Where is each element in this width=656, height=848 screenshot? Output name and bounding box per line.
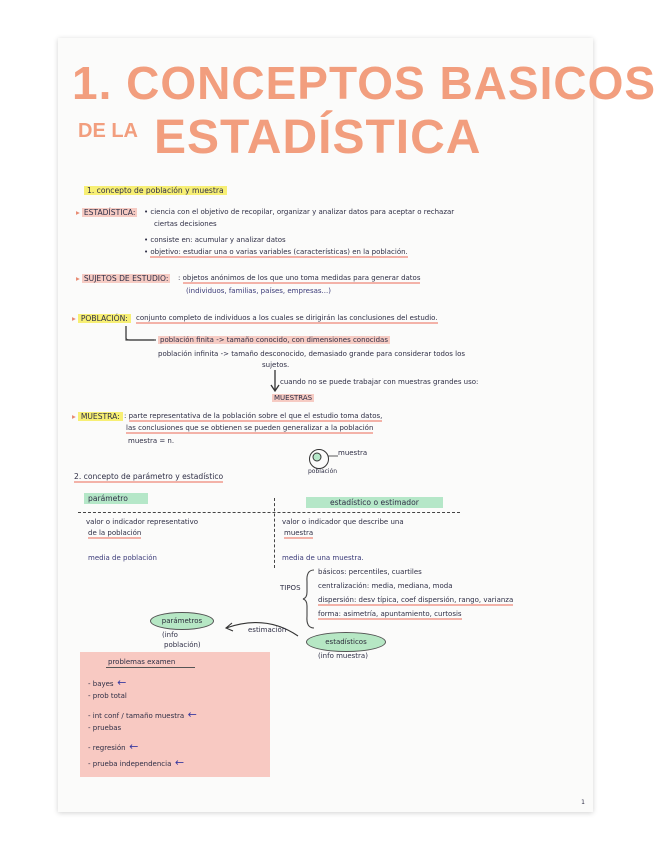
title-line1: 1. CONCEPTOS BASICOS xyxy=(72,57,656,109)
parametro-line2: de la población xyxy=(88,529,142,537)
sujetos-label: ▸ SUJETOS DE ESTUDIO: xyxy=(76,274,169,283)
parametros-sub2: población) xyxy=(164,641,201,649)
problema-item-label: - prueba independencia xyxy=(88,760,172,768)
left-arrow-icon: ← xyxy=(113,676,127,689)
problema-item xyxy=(88,676,126,689)
parametro-header: parámetro xyxy=(84,494,148,503)
tipo-basicos: básicos: percentiles, cuartiles xyxy=(318,568,422,576)
estadistica-item-3: • consiste en: acumular y analizar datos xyxy=(144,236,286,244)
tipo-centralizacion: centralización: media, mediana, moda xyxy=(318,582,453,590)
estadistica-item-1: • ciencia con el objetivo de recopilar, organizar y analizar datos para aceptar o rechazar xyxy=(144,208,455,216)
sujetos-line2: (individuos, familias, países, empresas...) xyxy=(186,287,331,295)
left-arrow-icon: ← xyxy=(184,708,197,721)
left-arrow-icon: ← xyxy=(171,756,185,769)
poblacion-label: ▸ POBLACIÓN: xyxy=(72,314,131,323)
problema-item-label: - regresión xyxy=(88,744,126,752)
left-arrow-icon: ← xyxy=(125,740,139,753)
estadistica-item-4: • objetivo: estudiar una o varias variables (características) en la población. xyxy=(144,248,408,256)
estadisticos-sub: (info muestra) xyxy=(318,652,368,660)
muestra-line3: muestra = n. xyxy=(128,437,175,445)
problema-item xyxy=(88,692,127,700)
section2-heading: 2. concepto de parámetro y estadístico xyxy=(74,472,224,481)
muestra-line2: las conclusiones que se obtienen se pueden generalizar a la población xyxy=(126,424,374,432)
table-column-divider xyxy=(274,498,275,568)
tipos-label: TIPOS xyxy=(280,584,301,592)
muestra-line1: : parte representativa de la población sobre el que el estudio toma datos, xyxy=(124,412,383,420)
muestra-label: ▸ MUESTRA: xyxy=(72,412,123,421)
table-divider xyxy=(78,512,460,513)
estadistico-example: media de una muestra. xyxy=(282,554,364,562)
estadistico-line2: muestra xyxy=(284,529,314,537)
poblacion-infinita-cont: sujetos. xyxy=(262,361,290,369)
tipo-dispersion: dispersión: desv típica, coef dispersión, rango, varianza xyxy=(318,596,514,604)
problema-item-label: - pruebas xyxy=(88,724,122,732)
poblacion-finita: población finita -> tamaño conocido, con dimensiones conocidas xyxy=(160,336,388,344)
problemas-heading: problemas examen xyxy=(106,658,195,668)
problema-item xyxy=(88,708,197,721)
title-line2: ESTADÍSTICA xyxy=(154,111,482,164)
fig-poblacion-label: población xyxy=(308,468,338,475)
down-arrow-icon xyxy=(270,370,280,394)
parametro-line1: valor o indicador representativo xyxy=(86,518,199,526)
fig-muestra-label: muestra xyxy=(338,449,368,457)
poblacion-definition: conjunto completo de individuos a los cuales se dirigirán las conclusiones del estudio. xyxy=(136,314,438,322)
problema-item xyxy=(88,724,121,732)
problema-item xyxy=(88,740,138,753)
poblacion-cuando: cuando no se puede trabajar con muestras grandes uso: xyxy=(280,378,479,386)
problema-item-label: - bayes xyxy=(88,680,114,688)
section1-heading: 1. concepto de población y muestra xyxy=(84,186,227,195)
estadisticos-oval: estadísticos xyxy=(306,632,386,652)
problema-item-label: - int conf / tamaño muestra xyxy=(88,712,185,720)
parametros-sub1: (info xyxy=(162,631,178,639)
problema-item xyxy=(88,756,184,769)
sujetos-line1: : objetos anónimos de los que uno toma medidas para generar datos xyxy=(178,274,421,282)
poblacion-infinita: población infinita -> tamaño desconocido, demasiado grande para considerar todos los xyxy=(158,350,466,358)
tipos-brace xyxy=(302,568,316,630)
parametros-oval: parámetros xyxy=(150,612,214,630)
tipo-forma: forma: asimetría, apuntamiento, curtosis xyxy=(318,610,462,618)
poblacion-muestras: MUESTRAS xyxy=(274,394,313,402)
estadistica-item-2: ciertas decisiones xyxy=(154,220,217,228)
parametro-example: media de población xyxy=(88,554,157,562)
problema-item-label: - prob total xyxy=(88,692,127,700)
notes-page xyxy=(58,38,656,812)
population-sample-icon xyxy=(308,448,332,470)
estadistico-line1: valor o indicador que describe una xyxy=(282,518,404,526)
estimacion-label: estimación xyxy=(248,626,287,634)
page-number: 1 xyxy=(581,799,585,806)
estadistica-label: ▸ ESTADÍSTICA: xyxy=(76,208,136,217)
title-prefix: DE LA xyxy=(78,120,138,142)
estadistico-header: estadístico o estimador xyxy=(306,498,443,507)
problemas-box xyxy=(80,652,270,777)
